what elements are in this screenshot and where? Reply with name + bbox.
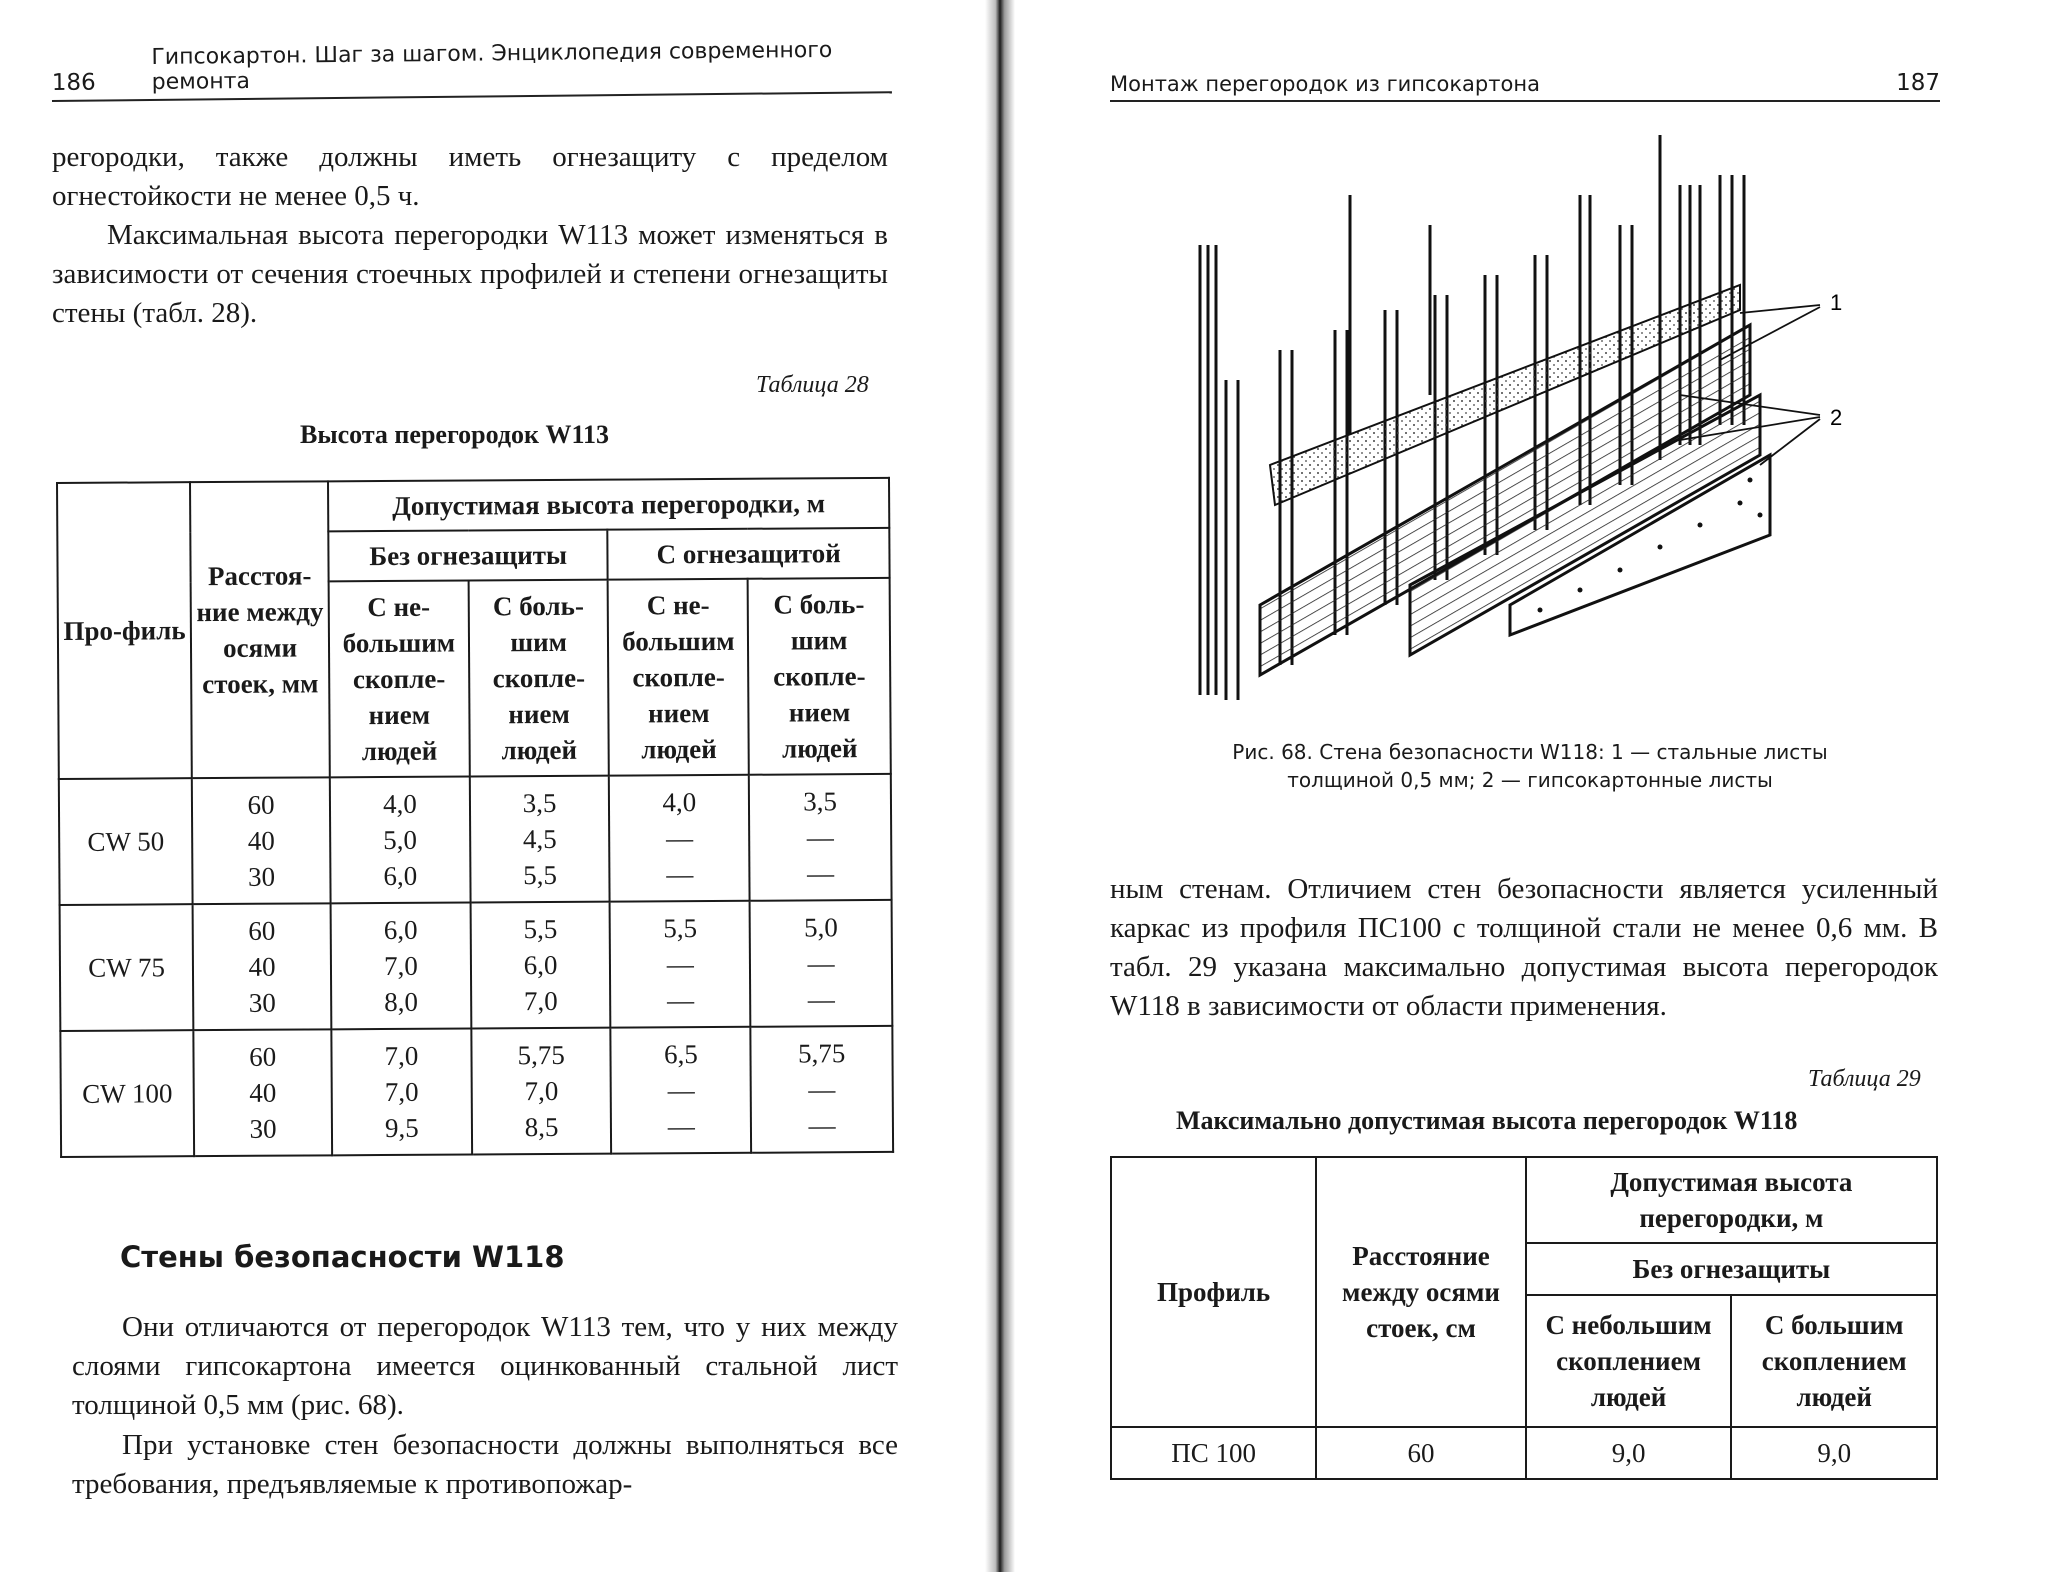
th-distance: Расстояние между осями стоек, см: [1316, 1157, 1526, 1427]
cell-small: 9,0: [1526, 1427, 1732, 1479]
table-row: [59, 774, 892, 905]
cell-nf-large: 5,5 6,0 7,0: [470, 902, 610, 1029]
figure-68-illustration: [1180, 135, 1860, 725]
figure-68-caption: [1150, 738, 1910, 794]
section-heading: Стены безопасности W118: [120, 1240, 565, 1274]
paragraph-left-2: Максимальная высота перегородки W113 может изменяться в зависимости от сечения стоечных профилей и степени огнезащиты стены (табл. 28).: [52, 219, 888, 329]
th-allowed-height: Допустимая высота перегородки, м: [328, 478, 889, 531]
th-no-fire-protection: Без огнезащиты: [328, 530, 608, 582]
th-large-crowd: С боль-шим скопле-нием людей: [468, 580, 609, 777]
cell-distance: 60 40 30: [194, 1029, 333, 1156]
cell-nf-large: 5,75 7,0 8,5: [471, 1028, 611, 1155]
page-number-right: 187: [1896, 70, 1940, 96]
cell-distance: 60: [1316, 1427, 1526, 1479]
cell-f-small: 5,5 — —: [610, 901, 751, 1028]
table-28-title: Высота перегородок W113: [300, 420, 610, 449]
table-29-label: Таблица 29: [1808, 1066, 1921, 1092]
paragraph-left-4: При установке стен безопасности должны выполняться все требования, предъявляемые к противопожар-: [72, 1429, 898, 1500]
left-page: [0, 0, 990, 1572]
running-title-left: Гипсокартон. Шаг за шагом. Энциклопедия современного ремонта: [151, 37, 833, 95]
cell-f-large: 5,75 — —: [751, 1026, 893, 1153]
th-small-crowd: С не-большим скопле-нием людей: [329, 580, 470, 777]
th-large-crowd: С большим скоплением людей: [1731, 1295, 1937, 1427]
cell-f-small: 6,5 — —: [611, 1027, 752, 1154]
page-number-left: 186: [51, 69, 96, 97]
cell-nf-small: 7,0 7,0 9,5: [331, 1028, 472, 1155]
cell-profile: ПС 100: [1111, 1427, 1316, 1479]
table-29: [1110, 1156, 1938, 1480]
cell-f-large: 3,5 — —: [749, 774, 891, 901]
table-28-label: Таблица 28: [756, 372, 869, 398]
cell-nf-small: 6,0 7,0 8,0: [331, 902, 472, 1029]
cell-f-large: 5,0 — —: [750, 900, 892, 1027]
table-28: [56, 477, 894, 1158]
th-distance: Расстоя-ние между осями стоек, мм: [190, 481, 330, 778]
th-small-crowd: С небольшим скоплением людей: [1526, 1295, 1732, 1427]
th-profile: Профиль: [1111, 1157, 1316, 1427]
cell-large: 9,0: [1731, 1427, 1937, 1479]
cell-nf-large: 3,5 4,5 5,5: [470, 776, 610, 903]
running-header-left: [51, 37, 892, 102]
th-large-crowd-fire: С боль-шим скопле-нием людей: [748, 578, 891, 775]
paragraph-left-3: Они отличаются от перегородок W113 тем, что у них между слоями гипсокартона имеется оцинкованный стальной лист толщиной 0,5 мм (рис. 68).: [72, 1311, 898, 1421]
th-fire-protection: С огнезащитой: [608, 528, 890, 580]
figure-caption-line-2: толщиной 0,5 мм; 2 — гипсокартонные листы: [1287, 768, 1773, 792]
cell-profile: CW 100: [60, 1030, 194, 1157]
table-row: [60, 900, 893, 1031]
figure-caption-line-1: Рис. 68. Стена безопасности W118: 1 — стальные листы: [1232, 740, 1828, 764]
cell-f-small: 4,0 — —: [609, 775, 750, 902]
cell-profile: CW 50: [59, 778, 193, 905]
th-no-fire-protection: Без огнезащиты: [1526, 1243, 1937, 1295]
th-profile: Про-филь: [57, 482, 192, 779]
th-small-crowd-fire: С не-большим скопле-нием людей: [608, 579, 749, 776]
table-row: [1111, 1427, 1937, 1479]
figure-label-1: 1: [1830, 290, 1843, 315]
paragraph-left-1: регородки, также должны иметь огнезащиту с пределом огнестойкости не менее 0,5 ч.: [52, 141, 888, 212]
table-row: [60, 1026, 893, 1157]
figure-label-2: 2: [1830, 405, 1843, 430]
cell-distance: 60 40 30: [193, 903, 332, 1030]
th-allowed-height: Допустимая высота перегородки, м: [1526, 1157, 1937, 1243]
cell-nf-small: 4,0 5,0 6,0: [330, 776, 471, 903]
paragraph-right-1: ным стенам. Отличием стен безопасности является усиленный каркас из профиля ПС100 с толщиной стали не менее 0,6 мм. В табл. 29 указана максимально допустимая высота перегородок W118 в зависимости от области применения.: [1110, 873, 1938, 1022]
table-29-title: Максимально допустимая высота перегородок W118: [1176, 1106, 1798, 1135]
running-title-right: Монтаж перегородок из гипсокартона: [1110, 72, 1540, 96]
running-header-right: [1110, 60, 1940, 102]
cell-profile: CW 75: [60, 904, 194, 1031]
cell-distance: 60 40 30: [192, 777, 331, 904]
